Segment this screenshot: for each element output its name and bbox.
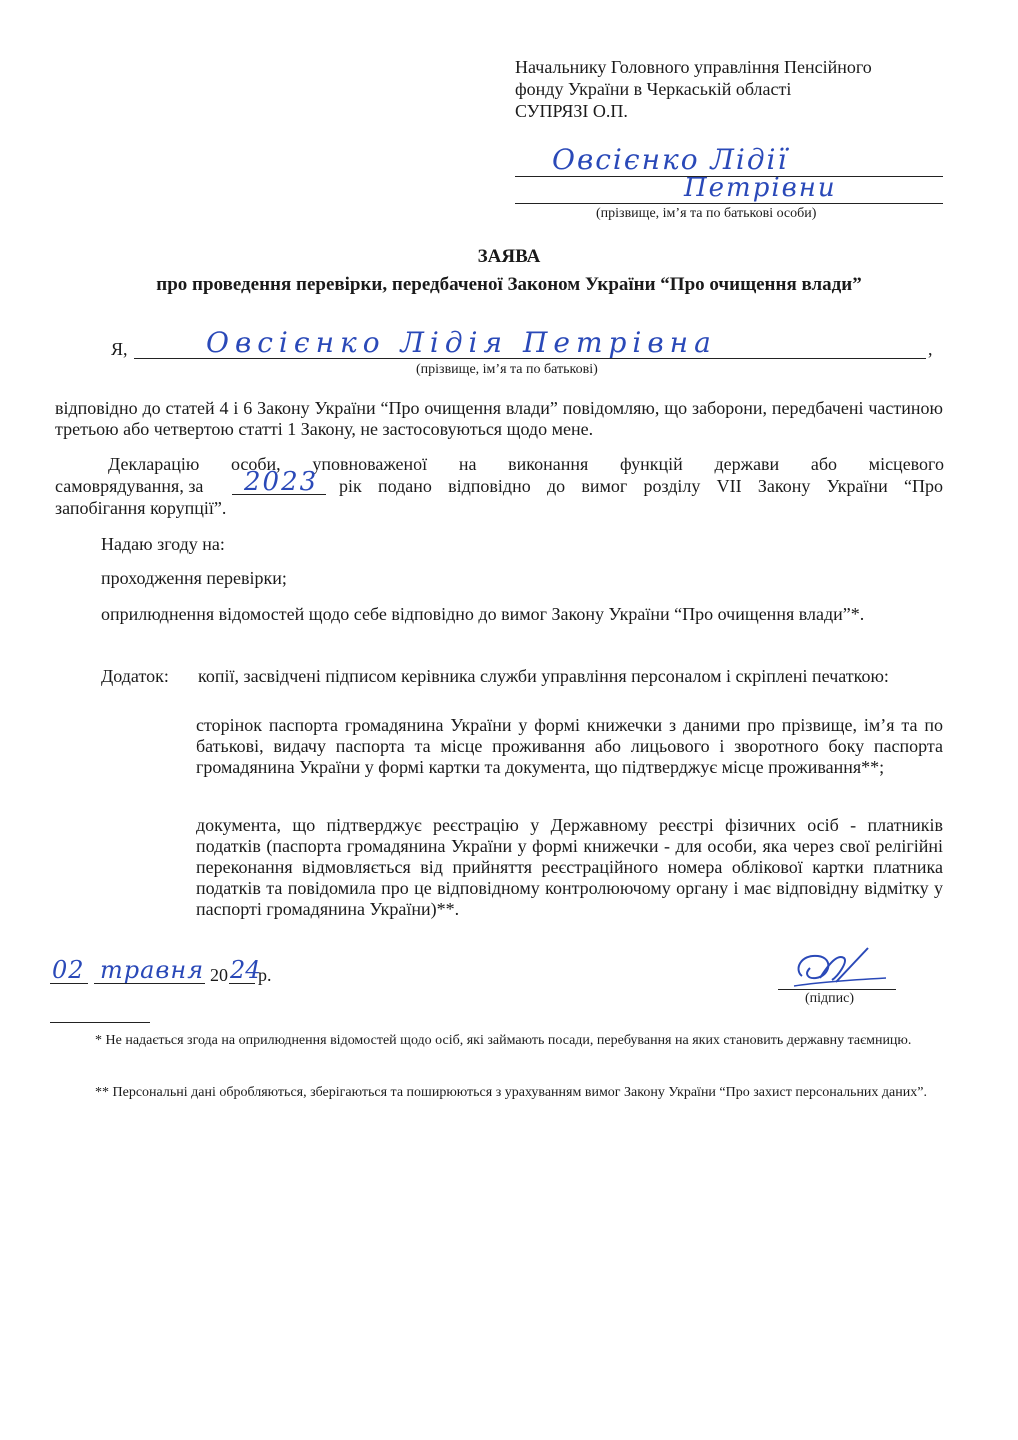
declaration-line-2-start: самоврядування, за <box>55 476 204 496</box>
declaration-line-2-end: рік подано відповідно до вимог розділу VII Закону України “Про <box>339 476 943 496</box>
addressee-line-3: СУПРЯЗІ О.П. <box>515 101 628 121</box>
footnote-separator <box>50 1022 150 1023</box>
handwritten-date-day: 02 <box>52 956 85 984</box>
document-subtitle: про проведення перевірки, передбаченої Законом України “Про очищення влади” <box>156 274 862 295</box>
handwritten-declaration-year: 2023 <box>244 467 319 497</box>
handwritten-date-year: 24 <box>230 956 261 984</box>
attachment-label: Додаток: <box>101 666 169 686</box>
addressee-block <box>515 56 872 122</box>
signature-caption: (підпис) <box>805 991 855 1006</box>
addressee-caption: (прізвище, ім’я та по батькові особи) <box>596 206 817 221</box>
declaration-line-1: Декларацію особи, уповноваженої на виконання функцій держави або місцевого <box>108 454 944 474</box>
handwritten-date-month: травня <box>100 956 205 984</box>
applicant-caption: (прізвище, ім’я та по батькові) <box>416 362 598 377</box>
consent-item-2: оприлюднення відомостей щодо себе відповідно до вимог Закону України “Про очищення влади”*. <box>101 604 865 624</box>
footnote-1: * Не надається згода на оприлюднення відомостей щодо осіб, які займають посади, перебування на яких становить державну таємницю. <box>95 1033 912 1048</box>
addressee-line-1: Начальнику Головного управління Пенсійного <box>515 57 872 77</box>
statement-paragraph: відповідно до статей 4 і 6 Закону України “Про очищення влади” повідомляю, що заборони, передбачені частиною третьою або четвертою статті 1 Закону, не застосовуються щодо мене. <box>55 398 943 439</box>
consent-intro: Надаю згоду на: <box>101 534 225 554</box>
handwritten-applicant-name-1: Овсієнко Лідії <box>552 143 789 176</box>
attachment-intro: копії, засвідчені підписом керівника служби управління персоналом і скріплені печаткою: <box>198 666 889 686</box>
date-suffix: р. <box>258 965 272 985</box>
declaration-line-3: запобігання корупції”. <box>55 498 227 518</box>
attachment-item-tax-registration: документа, що підтверджує реєстрацію у Державному реєстрі фізичних осіб - платників податків (паспорта громадянина України у формі книжечки - для особи, яка через свої релігійні переконання відмовляється від прийняття реєстраційного номера облікової картки платника податків та повідомила про це відповідному контролюючому органу і має відповідну відмітку у паспорті громадянина України)**. <box>196 815 943 919</box>
applicant-suffix: , <box>928 339 933 359</box>
addressee-line-2: фонду України в Черкаській області <box>515 79 792 99</box>
consent-item-1: проходження перевірки; <box>101 568 287 588</box>
signature-underline <box>778 989 896 990</box>
handwritten-applicant-name: Овсієнко Лідія Петрівна <box>206 326 717 359</box>
attachment-item-passport: сторінок паспорта громадянина України у формі книжечки з даними про прізвище, ім’я та по батькові, видачу паспорта та місце проживання або лицьового і зворотного боку паспорта громадянина України у формі картки та документа, що підтверджує місце проживання**; <box>196 715 943 777</box>
date-year-prefix: 20 <box>210 965 228 985</box>
document-title: ЗАЯВА <box>477 246 541 267</box>
handwritten-applicant-name-2: Петрівни <box>684 173 837 203</box>
name-underline-2 <box>515 203 943 204</box>
signature-mark <box>790 942 894 992</box>
applicant-prefix: Я, <box>111 339 128 359</box>
footnote-2: ** Персональні дані обробляються, зберігаються та поширюються з урахуванням вимог Закону України “Про захист персональних даних”. <box>95 1085 927 1100</box>
